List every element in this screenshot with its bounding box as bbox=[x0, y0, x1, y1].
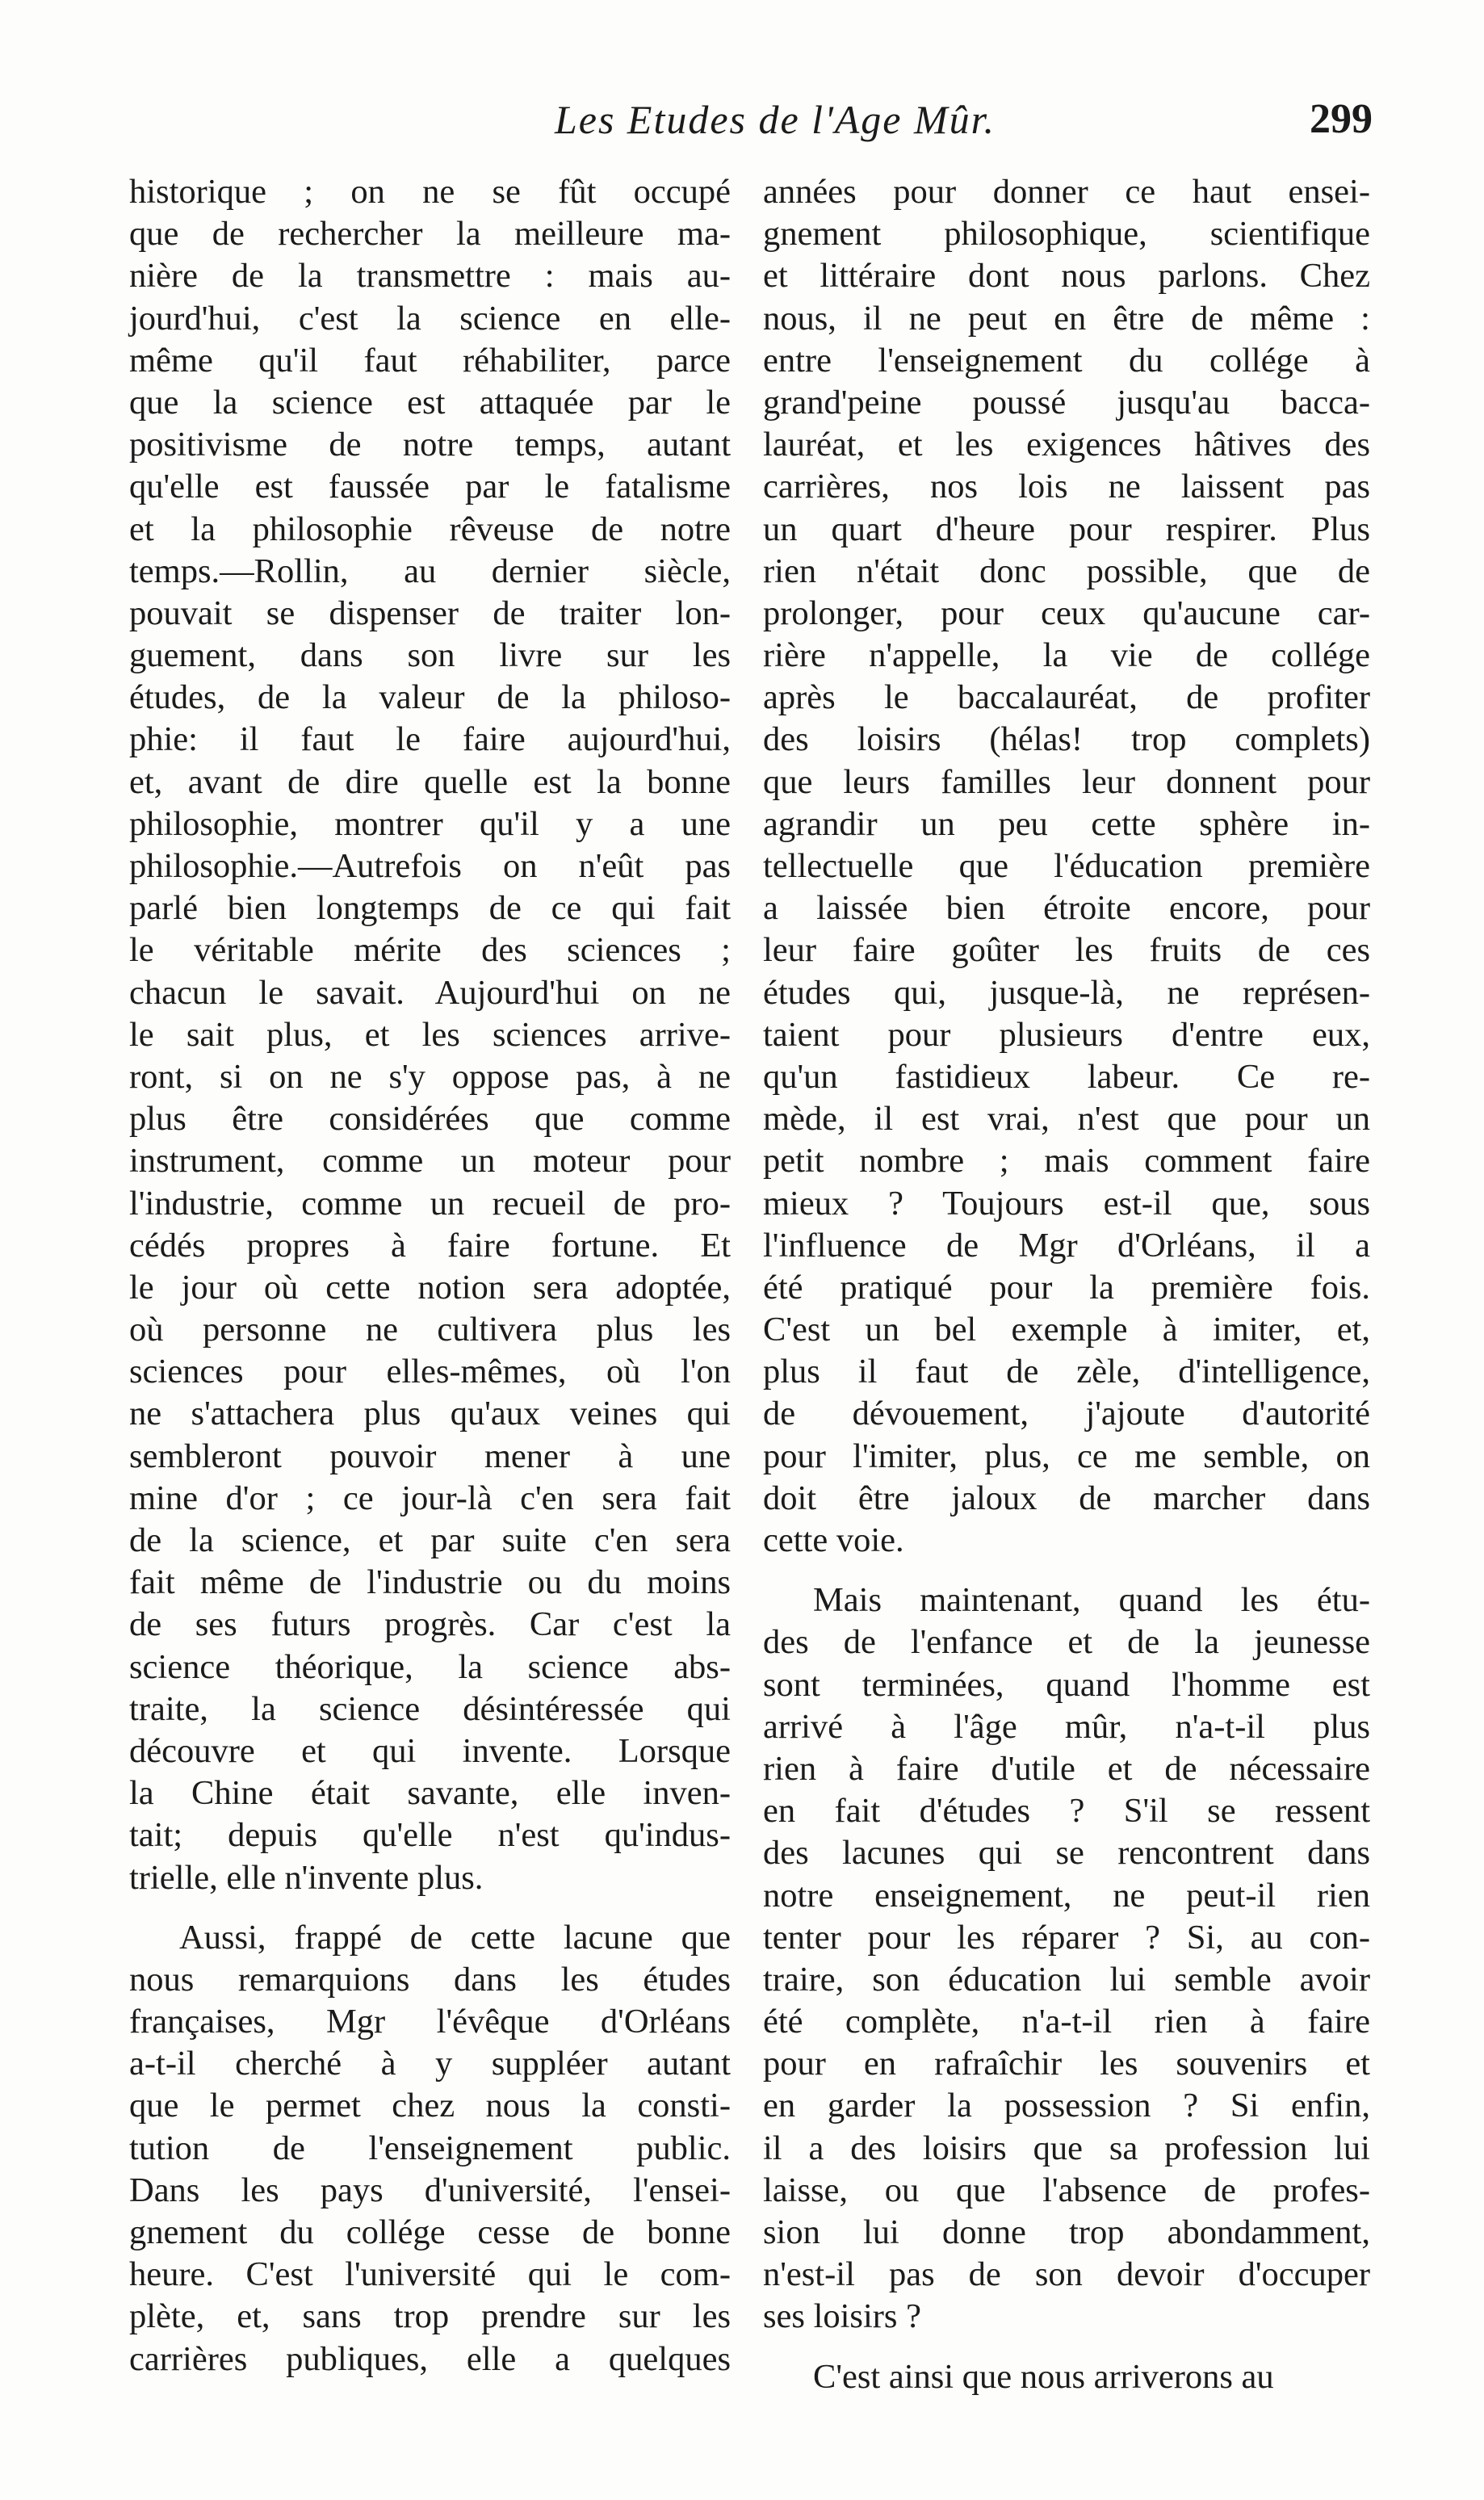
text-line: phie: il faut le faire aujourd'hui, bbox=[129, 720, 731, 759]
text-line: traite, la science désintéressée qui bbox=[129, 1689, 731, 1728]
text-line: où personne ne cultivera plus les bbox=[129, 1311, 731, 1349]
left-column bbox=[129, 171, 731, 2380]
text-line: que la science est attaquée par le bbox=[129, 383, 731, 422]
text-line: et littéraire dont nous parlons. Chez bbox=[763, 257, 1370, 296]
text-line: l'industrie, comme un recueil de pro- bbox=[129, 1184, 731, 1223]
text-line: carrières, nos lois ne laissent pas bbox=[763, 468, 1370, 506]
text-line: tellectuelle que l'éducation première bbox=[763, 847, 1370, 885]
text-line: de dévouement, j'ajoute d'autorité bbox=[763, 1395, 1370, 1433]
text-line: Mais maintenant, quand les étu- bbox=[813, 1581, 1370, 1620]
text-line: Aussi, frappé de cette lacune que bbox=[179, 1918, 731, 1957]
text-line: l'influence de Mgr d'Orléans, il a bbox=[763, 1226, 1370, 1265]
text-line: sembleront pouvoir mener à une bbox=[129, 1437, 731, 1475]
text-line: en garder la possession ? Si enfin, bbox=[763, 2087, 1370, 2125]
text-line: mieux ? Toujours est-il que, sous bbox=[763, 1184, 1370, 1223]
text-line: science théorique, la science abs- bbox=[129, 1647, 731, 1686]
text-line: tution de l'enseignement public. bbox=[129, 2129, 731, 2167]
text-line: mine d'or ; ce jour-là c'en sera fait bbox=[129, 1479, 731, 1517]
text-line: été complète, n'a-t-il rien à faire bbox=[763, 2003, 1370, 2041]
text-line: a laissée bien étroite encore, pour bbox=[763, 889, 1370, 928]
text-line: lauréat, et les exigences hâtives des bbox=[763, 426, 1370, 464]
text-line: de la science, et par suite c'en sera bbox=[129, 1521, 731, 1559]
text-line: trielle, elle n'invente plus. bbox=[129, 1858, 484, 1897]
text-line: des de l'enfance et de la jeunesse bbox=[763, 1623, 1370, 1662]
text-line: a-t-il cherché à y suppléer autant bbox=[129, 2045, 731, 2083]
text-line: pouvait se dispenser de traiter lon- bbox=[129, 594, 731, 632]
text-line: sciences pour elles-mêmes, où l'on bbox=[129, 1353, 731, 1391]
paragraph-gap bbox=[763, 2339, 1370, 2356]
text-line: grand'peine poussé jusqu'au bacca- bbox=[763, 383, 1370, 422]
text-line: fait même de l'industrie ou du moins bbox=[129, 1563, 731, 1602]
text-line: n'est-il pas de son devoir d'occuper bbox=[763, 2255, 1370, 2294]
text-line: cette voie. bbox=[763, 1521, 904, 1559]
text-line: guement, dans son livre sur les bbox=[129, 636, 731, 675]
text-line: rière n'appelle, la vie de collége bbox=[763, 636, 1370, 675]
text-line: mède, il est vrai, n'est que pour un bbox=[763, 1100, 1370, 1139]
text-line: C'est ainsi que nous arriverons au bbox=[813, 2357, 1274, 2396]
text-line: gnement du collége cesse de bonne bbox=[129, 2213, 731, 2251]
text-line: carrières publiques, elle a quelques bbox=[129, 2339, 731, 2378]
text-line: des lacunes qui se rencontrent dans bbox=[763, 1834, 1370, 1873]
text-line: philosophie, montrer qu'il y a une bbox=[129, 804, 731, 843]
text-line: études, de la valeur de la philoso- bbox=[129, 678, 731, 717]
text-line: ses loisirs ? bbox=[763, 2297, 921, 2336]
text-line: de ses futurs progrès. Car c'est la bbox=[129, 1605, 731, 1644]
text-line: rien n'était donc possible, que de bbox=[763, 552, 1370, 590]
page-number: 299 bbox=[1310, 96, 1373, 142]
text-line: jourd'hui, c'est la science en elle- bbox=[129, 299, 731, 338]
text-line: chacun le savait. Aujourd'hui on ne bbox=[129, 973, 731, 1012]
text-line: petit nombre ; mais comment faire bbox=[763, 1142, 1370, 1181]
text-line: historique ; on ne se fût occupé bbox=[129, 173, 731, 211]
text-line: plète, et, sans trop prendre sur les bbox=[129, 2297, 731, 2336]
text-line: pour en rafraîchir les souvenirs et bbox=[763, 2045, 1370, 2083]
text-line: en fait d'études ? S'il se ressent bbox=[763, 1792, 1370, 1831]
text-line: notre enseignement, ne peut-il rien bbox=[763, 1876, 1370, 1915]
text-line: le véritable mérite des sciences ; bbox=[129, 931, 731, 970]
text-line: années pour donner ce haut ensei- bbox=[763, 173, 1370, 211]
paragraph-gap bbox=[763, 1562, 1370, 1579]
text-line: Dans les pays d'université, l'ensei- bbox=[129, 2171, 731, 2209]
text-line: C'est un bel exemple à imiter, et, bbox=[763, 1311, 1370, 1349]
text-line: temps.—Rollin, au dernier siècle, bbox=[129, 552, 731, 590]
text-line: sion lui donne trop abondamment, bbox=[763, 2213, 1370, 2251]
text-line: parlé bien longtemps de ce qui fait bbox=[129, 889, 731, 928]
text-line: instrument, comme un moteur pour bbox=[129, 1142, 731, 1181]
text-line: positivisme de notre temps, autant bbox=[129, 426, 731, 464]
text-line: doit être jaloux de marcher dans bbox=[763, 1479, 1370, 1517]
text-line: plus être considérées que comme bbox=[129, 1100, 731, 1139]
text-line: que le permet chez nous la consti- bbox=[129, 2087, 731, 2125]
text-line: le jour où cette notion sera adoptée, bbox=[129, 1268, 731, 1307]
text-line: qu'elle est faussée par le fatalisme bbox=[129, 468, 731, 506]
text-line: un quart d'heure pour respirer. Plus bbox=[763, 510, 1370, 548]
text-line: des loisirs (hélas! trop complets) bbox=[763, 720, 1370, 759]
text-line: qu'un fastidieux labeur. Ce re- bbox=[763, 1057, 1370, 1096]
text-line: cédés propres à faire fortune. Et bbox=[129, 1226, 731, 1265]
text-line: philosophie.—Autrefois on n'eût pas bbox=[129, 847, 731, 885]
text-line: heure. C'est l'université qui le com- bbox=[129, 2255, 731, 2294]
text-line: prolonger, pour ceux qu'aucune car- bbox=[763, 594, 1370, 632]
text-line: que de rechercher la meilleure ma- bbox=[129, 215, 731, 254]
text-line: le sait plus, et les sciences arrive- bbox=[129, 1015, 731, 1054]
text-line: été pratiqué pour la première fois. bbox=[763, 1268, 1370, 1307]
text-line: après le baccalauréat, de profiter bbox=[763, 678, 1370, 717]
text-line: arrivé à l'âge mûr, n'a-t-il plus bbox=[763, 1707, 1370, 1746]
text-line: laisse, ou que l'absence de profes- bbox=[763, 2171, 1370, 2209]
text-line: sont terminées, quand l'homme est bbox=[763, 1665, 1370, 1704]
text-line: même qu'il faut réhabiliter, parce bbox=[129, 341, 731, 380]
text-line: ne s'attachera plus qu'aux veines qui bbox=[129, 1395, 731, 1433]
text-line: traire, son éducation lui semble avoir bbox=[763, 1960, 1370, 1999]
text-line: études qui, jusque-là, ne représen- bbox=[763, 973, 1370, 1012]
text-line: et, avant de dire quelle est la bonne bbox=[129, 762, 731, 801]
text-line: découvre et qui invente. Lorsque bbox=[129, 1731, 731, 1770]
running-head bbox=[121, 87, 1373, 152]
text-line: tenter pour les réparer ? Si, au con- bbox=[763, 1918, 1370, 1957]
text-line: taient pour plusieurs d'entre eux, bbox=[763, 1015, 1370, 1054]
paragraph-gap bbox=[129, 1899, 731, 1917]
text-line: il a des loisirs que sa profession lui bbox=[763, 2129, 1370, 2167]
text-line: la Chine était savante, elle inven- bbox=[129, 1774, 731, 1813]
text-line: rien à faire d'utile et de nécessaire bbox=[763, 1749, 1370, 1788]
text-line: nous remarquions dans les études bbox=[129, 1960, 731, 1999]
text-line: leur faire goûter les fruits de ces bbox=[763, 931, 1370, 970]
text-line: entre l'enseignement du collége à bbox=[763, 341, 1370, 380]
text-line: que leurs familles leur donnent pour bbox=[763, 762, 1370, 801]
text-line: ront, si on ne s'y oppose pas, à ne bbox=[129, 1057, 731, 1096]
text-line: pour l'imiter, plus, ce me semble, on bbox=[763, 1437, 1370, 1475]
text-line: nous, il ne peut en être de même : bbox=[763, 299, 1370, 338]
text-line: gnement philosophique, scientifique bbox=[763, 215, 1370, 254]
right-column bbox=[763, 171, 1370, 2398]
text-line: agrandir un peu cette sphère in- bbox=[763, 804, 1370, 843]
text-line: tait; depuis qu'elle n'est qu'indus- bbox=[129, 1816, 731, 1855]
text-line: françaises, Mgr l'évêque d'Orléans bbox=[129, 2003, 731, 2041]
text-line: et la philosophie rêveuse de notre bbox=[129, 510, 731, 548]
running-title: Les Etudes de l'Age Mûr. bbox=[554, 97, 996, 142]
text-line: nière de la transmettre : mais au- bbox=[129, 257, 731, 296]
text-line: plus il faut de zèle, d'intelligence, bbox=[763, 1353, 1370, 1391]
